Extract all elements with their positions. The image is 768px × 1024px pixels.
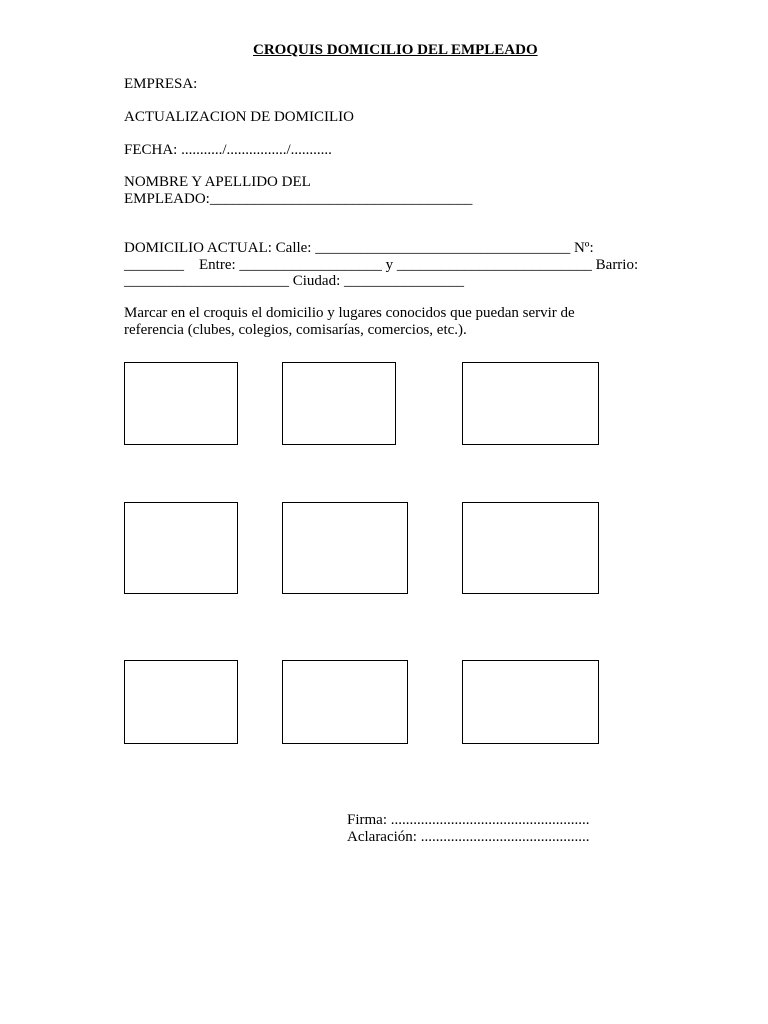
domicilio-line3: ______________________ Ciudad: ________________ xyxy=(124,273,464,289)
sketch-box xyxy=(282,362,396,445)
domicilio-line2: ________ Entre: ___________________ y __________________________ Barrio: xyxy=(124,257,639,273)
nombre-field-line2: EMPLEADO:___________________________________ xyxy=(124,191,473,207)
instruccion-line2: referencia (clubes, colegios, comisarías, comercios, etc.). xyxy=(124,322,467,338)
instruccion-line1: Marcar en el croquis el domicilio y lugares conocidos que puedan servir de xyxy=(124,305,575,321)
sketch-box xyxy=(462,660,599,744)
sketch-box xyxy=(282,502,408,594)
sketch-box xyxy=(282,660,408,744)
sketch-box xyxy=(462,362,599,445)
domicilio-line1: DOMICILIO ACTUAL: Calle: __________________________________ Nº: xyxy=(124,240,594,256)
actualizacion-label: ACTUALIZACION DE DOMICILIO xyxy=(124,109,354,125)
aclaracion-field: Aclaración: ............................................. xyxy=(347,829,590,845)
nombre-label-line1: NOMBRE Y APELLIDO DEL xyxy=(124,174,311,190)
empresa-label: EMPRESA: xyxy=(124,76,198,92)
fecha-field: FECHA: .........../................/........... xyxy=(124,142,332,158)
document-title: CROQUIS DOMICILIO DEL EMPLEADO xyxy=(253,42,538,58)
sketch-box xyxy=(124,502,238,594)
sketch-box xyxy=(124,362,238,445)
firma-field: Firma: ..................................................... xyxy=(347,812,590,828)
sketch-box xyxy=(462,502,599,594)
sketch-box xyxy=(124,660,238,744)
